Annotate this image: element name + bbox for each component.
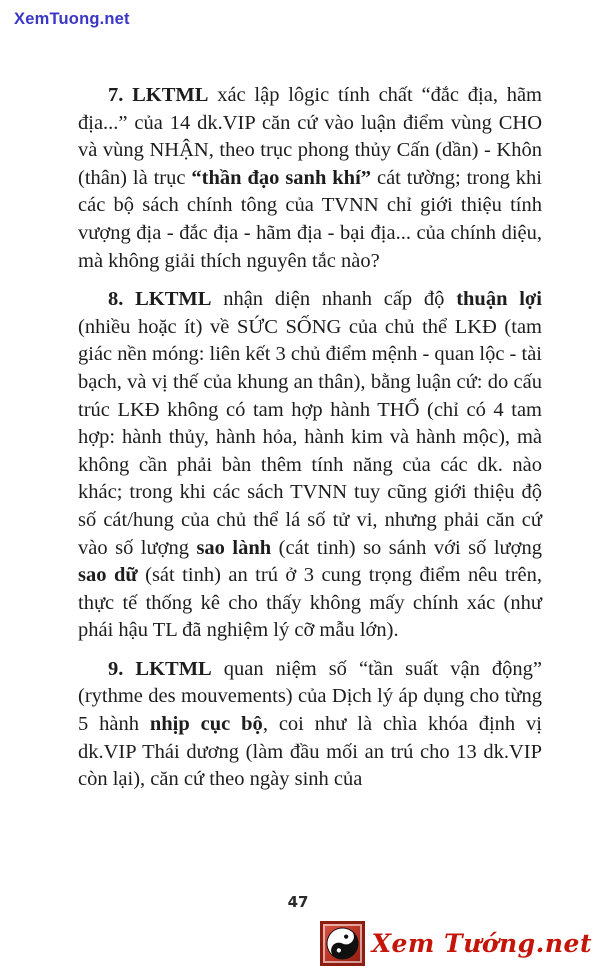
paragraph [78,82,542,275]
yin-yang-icon [320,921,365,966]
text-run: xác lập lôgic tính chất “đắc địa, hãm địa...” của 14 dk.VIP căn cứ vào luận điểm vùng CHO và vùng NHẬN, theo trục phong thủy Cấn (dần) - Khôn (thân) là trục [78,84,542,189]
paragraph [78,286,542,645]
text-run-bold: 8. LKTML [108,288,212,311]
text-run: (sát tinh) an trú ở 3 cung trọng điểm nêu trên, thực tế thống kê cho thấy không mấy chính xác (như phái hậu TL đã nghiệm lý cỡ mẫu lớn). [78,564,543,642]
text-run-bold: nhịp cục bộ [149,713,263,736]
paragraph [78,656,542,794]
text-body [78,82,542,805]
text-run-bold: 7. LKTML [108,84,209,106]
site-logo-text: Xem Tướng.net [371,929,592,958]
text-run-bold: sao dữ [78,564,138,587]
text-run: (cát tinh) so sánh với số lượng [271,536,542,559]
text-run-bold: thuận lợi [456,288,542,311]
text-run: (nhiều hoặc ít) về SỨC SỐNG của chủ thể LKĐ (tam giác nền móng: liên kết 3 chủ điểm mệnh - quan lộc - tài bạch, và vị thế của khung an thân), bằng luận cứ: do cấu trúc LKĐ không có tam hợp hành THỔ (chỉ có 4 tam hợp: hành thủy, hành hỏa, hành kim và hành mộc), mà không cần phải bàn thêm tính năng của các dk. nào khác; trong khi các sách TVNN tuy cũng giới thiệu độ số cát/hung của chủ thể lá số tử vi, nhưng phải căn cứ vào số lượng [78,315,542,559]
text-run: nhận diện nhanh cấp độ [211,288,457,311]
text-run: cát tường; trong khi các bộ sách chính tông của TVNN chỉ giới thiệu tính vượng địa - đắc địa - hãm địa - bại địa... của chính diệu, mà không giải thích nguyên tắc nào? [78,166,542,272]
text-run: , coi như là chìa khóa định vị dk.VIP Thái dương (làm đầu mối an trú cho 13 dk.VIP còn lại), căn cứ theo ngày sinh của [78,713,542,791]
yin-yang-glyph [320,921,365,966]
text-run-bold: 9. LKTML [108,657,212,680]
text-run: quan niệm số “tần suất vận động” (rythme des mouvements) của Dịch lý áp dụng cho từng 5 hành [78,657,542,736]
site-logo [320,921,592,966]
watermark-sitename: XemTuong.net [14,10,130,28]
page-number: 47 [287,893,309,911]
text-run-bold: “thần đạo sanh khí” [191,166,372,189]
text-run-bold: sao lành [196,536,272,559]
